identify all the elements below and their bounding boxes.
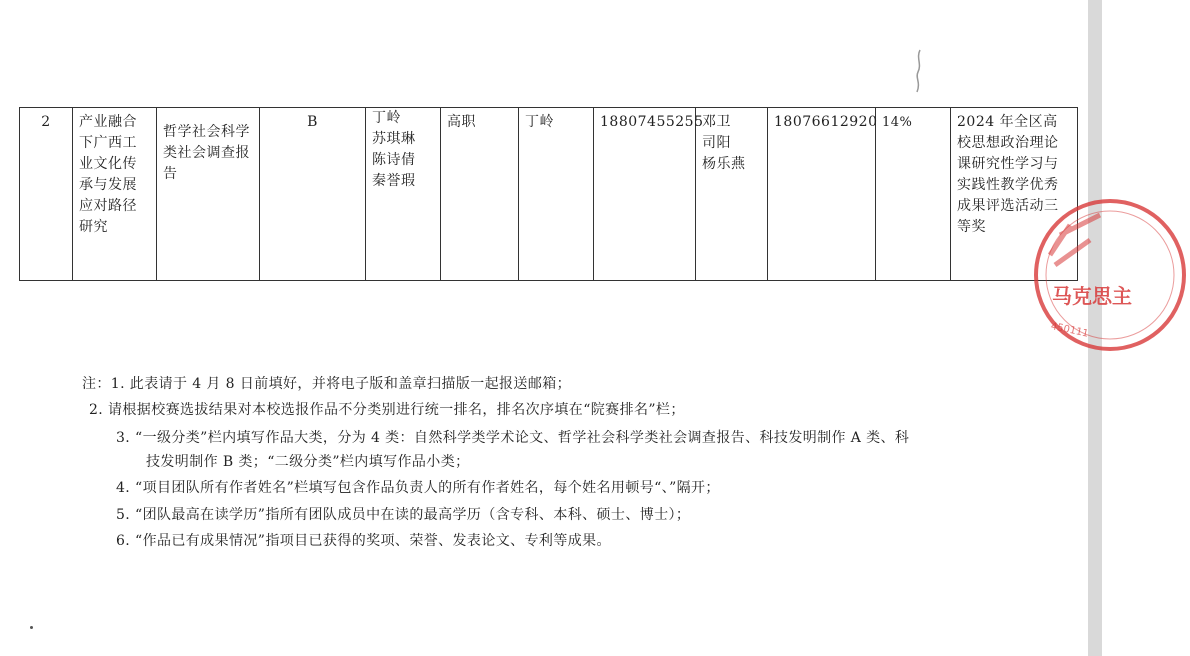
scan-edge	[1088, 0, 1102, 656]
leader-phone: 18807455255	[594, 108, 696, 281]
leader-name: 丁岭	[519, 108, 594, 281]
work-level: B	[260, 108, 366, 281]
table-row	[20, 108, 1078, 281]
education-level: 高职	[441, 108, 519, 281]
seal-code: 450111	[1049, 321, 1090, 340]
author-name: 陈诗倩	[372, 152, 416, 168]
author-list	[366, 108, 441, 281]
note-6: 6. “作品已有成果情况”指项目已获得的奖项、荣誉、发表论文、专利等成果。	[116, 533, 611, 549]
note-2: 2. 请根据校赛选拔结果对本校选报作品不分类别进行统一排名，排名次序填在“院赛排名”栏；	[89, 402, 685, 418]
works-table	[19, 107, 1078, 281]
scan-speck	[30, 626, 33, 629]
pen-mark-icon	[912, 48, 926, 94]
advisor-list	[696, 108, 768, 281]
seal-text: 马克思主	[1052, 284, 1132, 308]
advisor-phone: 18076612920	[768, 108, 876, 281]
advisor-name: 司阳	[702, 135, 731, 151]
author-name: 秦誉瑕	[372, 173, 416, 189]
percent-value: 14%	[876, 108, 951, 281]
note-3-line-1: 3. “一级分类”栏内填写作品大类，分为 4 类：自然科学类学术论文、哲学社会科学类社会调查报告、科技发明制作 A 类、科	[116, 430, 910, 446]
note-3-line-2: 技发明制作 B 类；“二级分类”栏内填写作品小类；	[146, 454, 470, 470]
note-4: 4. “项目团队所有作者姓名”栏填写包含作品负责人的所有作者姓名，每个姓名用顿号“、”隔开；	[116, 480, 720, 496]
work-category: 哲学社会科学类社会调查报告	[157, 108, 260, 281]
author-name: 苏琪琳	[372, 131, 416, 147]
achievement-text: 2024 年全区高校思想政治理论课研究性学习与实践性教学优秀成果评选活动三等奖	[951, 108, 1078, 281]
note-1: 注：1. 此表请于 4 月 8 日前填好，并将电子版和盖章扫描版一起报送邮箱；	[82, 376, 572, 392]
advisor-name: 邓卫	[702, 114, 731, 130]
work-title: 产业融合下广西工业文化传承与发展应对路径研究	[73, 108, 157, 281]
advisor-name: 杨乐燕	[702, 156, 746, 172]
note-5: 5. “团队最高在读学历”指所有团队成员中在读的最高学历（含专科、本科、硕士、博士）；	[116, 507, 691, 523]
author-name: 丁岭	[372, 110, 401, 126]
row-index: 2	[20, 108, 73, 281]
